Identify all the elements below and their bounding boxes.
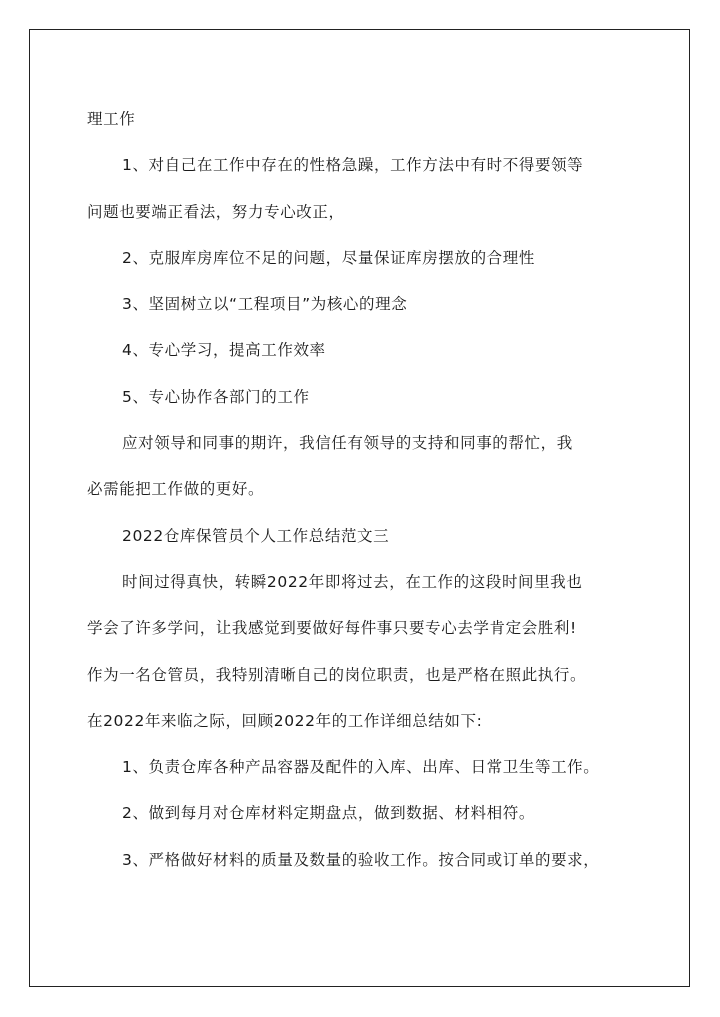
- text-line: 4、专心学习，提高工作效率: [122, 341, 326, 360]
- text-line: 5、专心协作各部门的工作: [122, 387, 310, 406]
- text-line: 应对领导和同事的期许，我信任有领导的支持和同事的帮忙，我: [122, 434, 573, 453]
- text-line: 理工作: [87, 110, 136, 128]
- text-line: 学会了许多学问，让我感觉到要做好每件事只要专心去学肯定会胜利!: [87, 619, 577, 638]
- text-line: 2、克服库房库位不足的问题，尽量保证库房摆放的合理性: [122, 248, 535, 267]
- text-line: 1、负责仓库各种产品容器及配件的入库、出库、日常卫生等工作。: [122, 758, 600, 777]
- text-line: 在2022年来临之际，回顾2022年的工作详细总结如下:: [87, 711, 483, 730]
- text-line: 3、严格做好材料的质量及数量的验收工作。按合同或订单的要求，: [122, 850, 600, 869]
- text-line: 2、做到每月对仓库材料定期盘点，做到数据、材料相符。: [122, 804, 535, 823]
- document-body: [87, 96, 633, 883]
- text-line: 问题也要端正看法，努力专心改正，: [87, 202, 345, 221]
- text-line: 时间过得真快，转瞬2022年即将过去，在工作的这段时间里我也: [122, 572, 583, 591]
- text-line: 3、坚固树立以“工程项目”为核心的理念: [122, 295, 408, 314]
- section-heading: 2022仓库保管员个人工作总结范文三: [122, 526, 390, 545]
- text-line: 必需能把工作做的更好。: [87, 480, 265, 499]
- text-line: 作为一名仓管员，我特别清晰自己的岗位职责，也是严格在照此执行。: [87, 665, 587, 684]
- text-line: 1、对自己在工作中存在的性格急躁，工作方法中有时不得要领等: [122, 156, 584, 175]
